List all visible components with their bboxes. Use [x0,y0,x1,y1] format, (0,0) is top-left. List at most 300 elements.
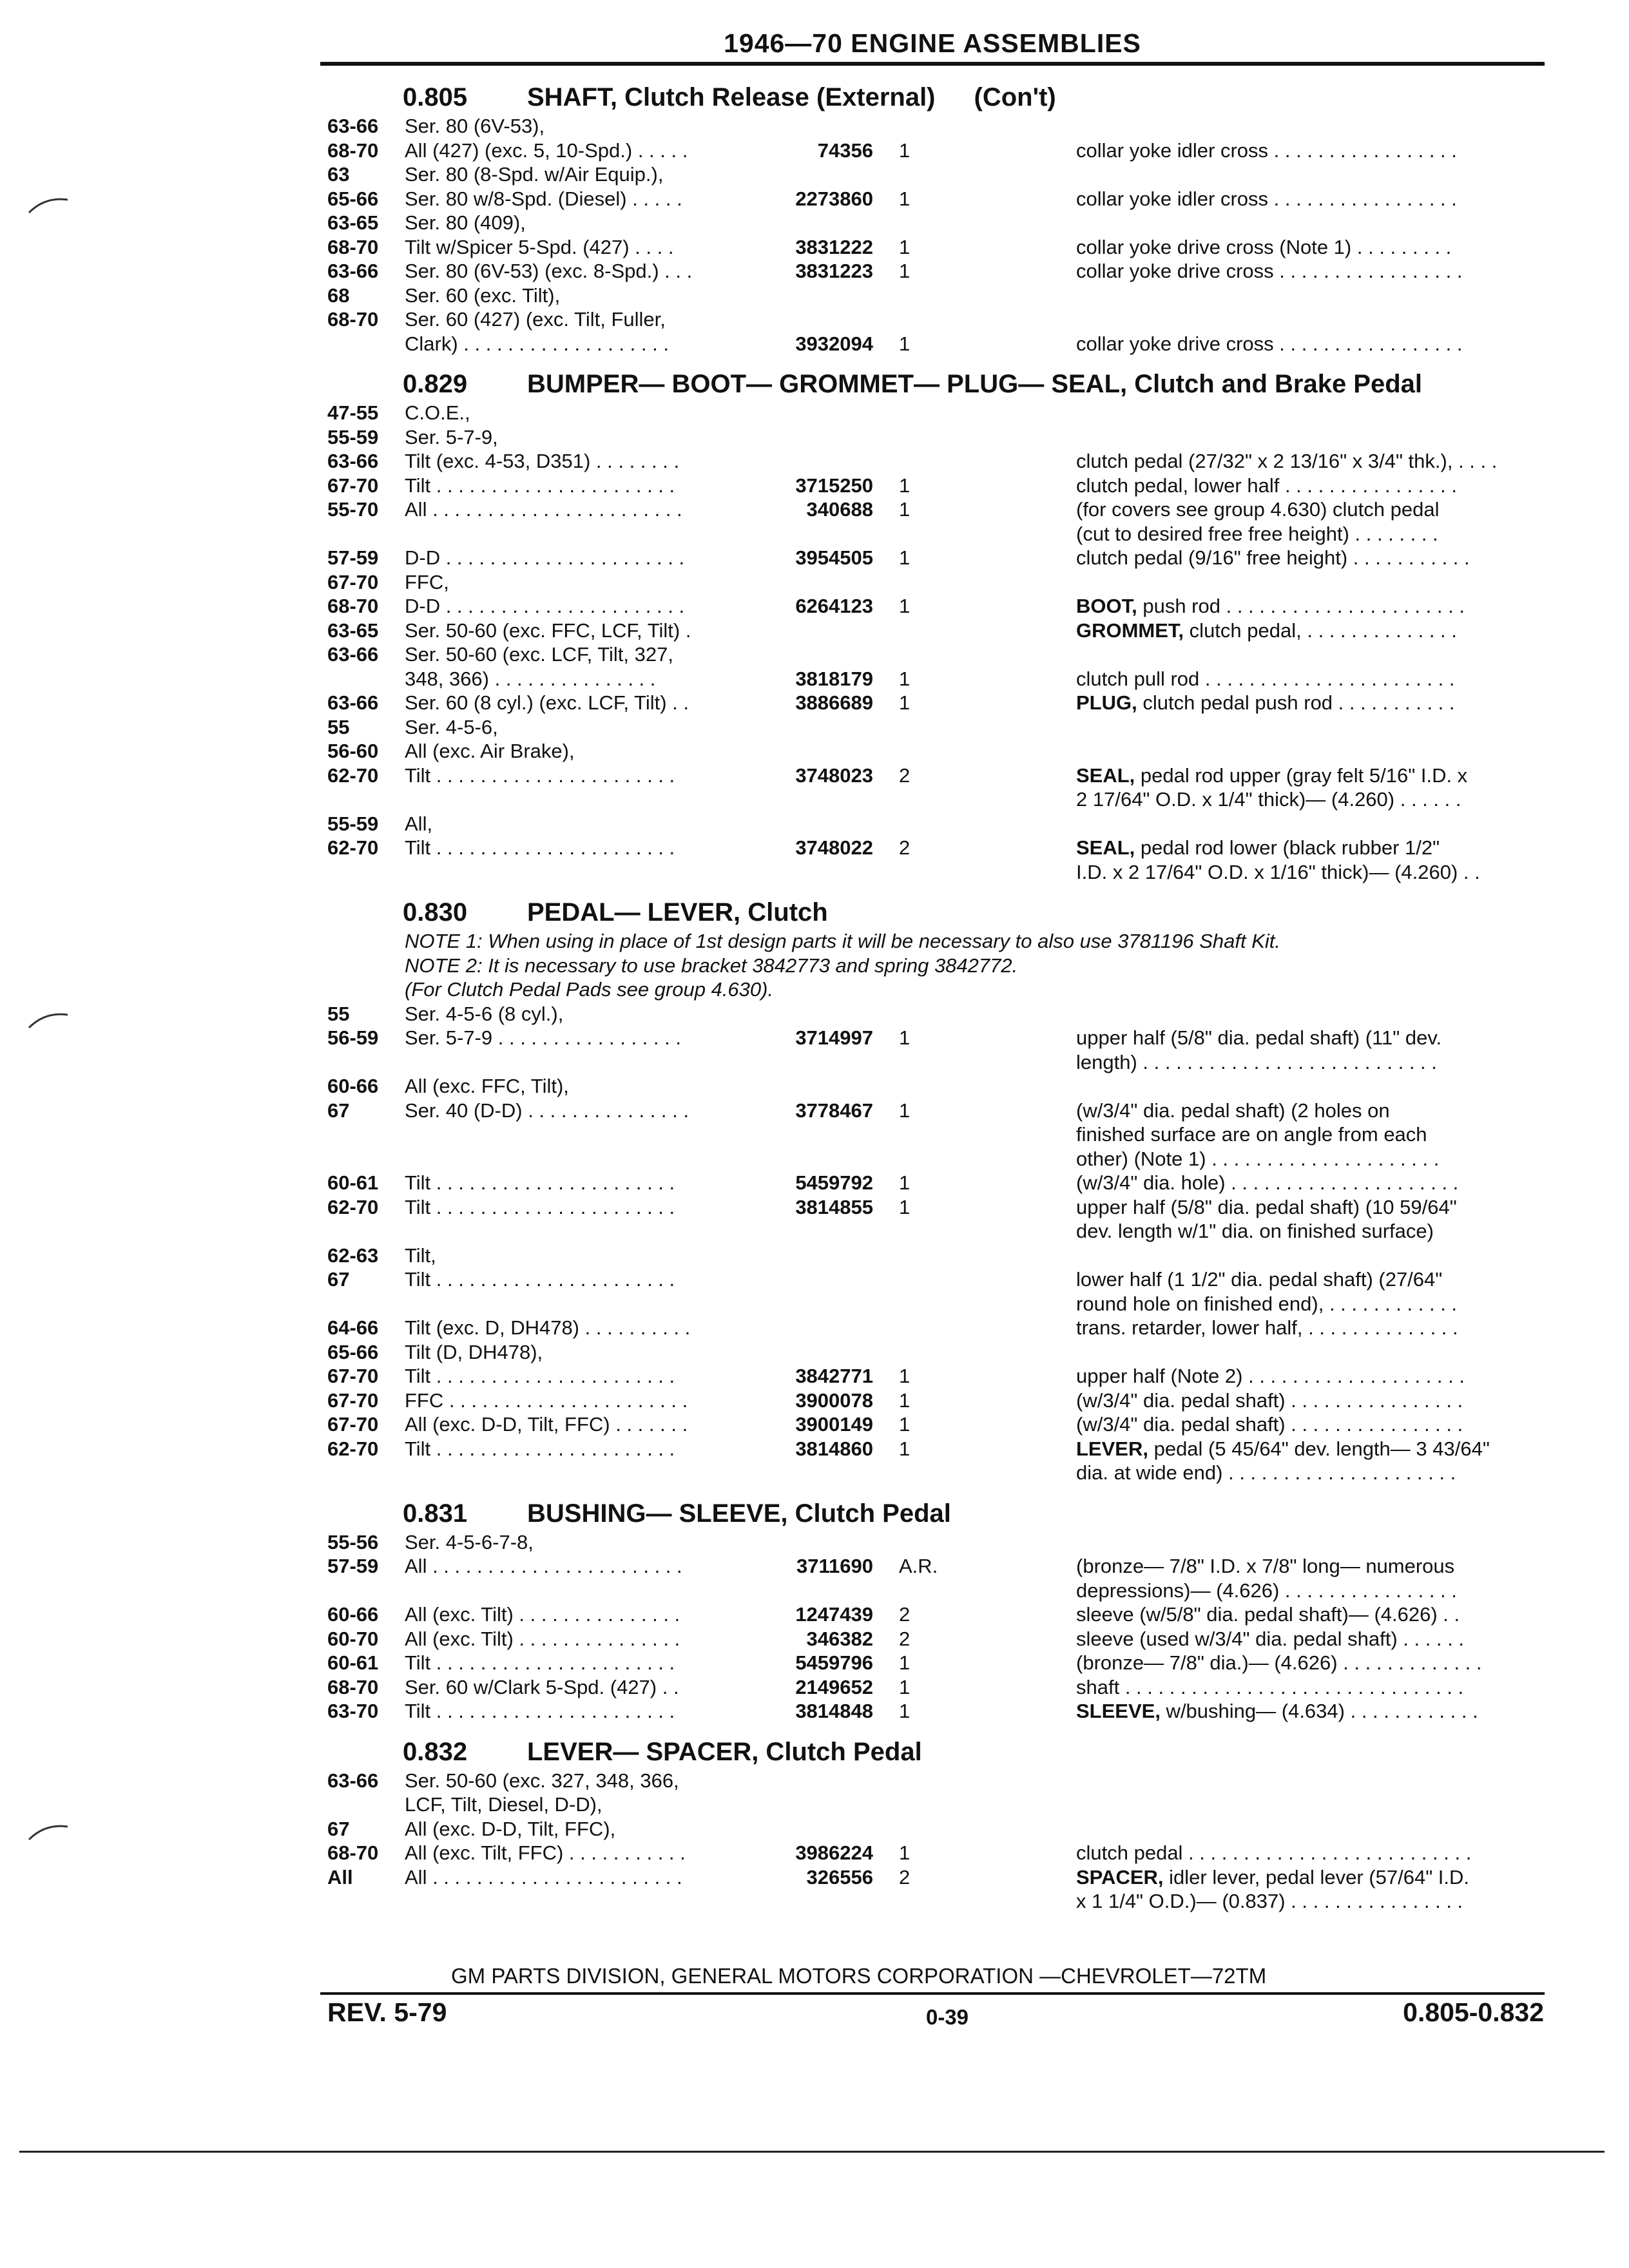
part-number: 3748022 [795,836,873,859]
parts-row [0,619,1629,643]
description: BOOT, push rod . . . . . . . . . . . . . . . . . . . . . . [1076,595,1465,617]
part-number: 3886689 [795,691,873,714]
parts-catalog-body [0,74,1629,1919]
quantity: 1 [899,139,911,162]
application: D-D . . . . . . . . . . . . . . . . . . . . . . [405,546,685,569]
parts-row [0,139,1629,163]
parts-row [0,594,1629,619]
description: dia. at wide end) . . . . . . . . . . . . . . . . . . . . . [1076,1461,1456,1484]
part-number: 6264123 [795,595,873,617]
description: 2 17/64" O.D. x 1/4" thick)— (4.260) . . . . . . [1076,788,1461,811]
section-title-text: LEVER— SPACER, Clutch Pedal [527,1737,922,1766]
section-title-text: BUSHING— SLEEVE, Clutch Pedal [527,1499,951,1528]
quantity: 1 [899,498,911,521]
description: finished surface are on angle from each [1076,1123,1427,1146]
description: lower half (1 1/2" dia. pedal shaft) (27/64" [1076,1268,1443,1291]
part-keyword: PLUG, [1076,691,1137,714]
year-range: 47-55 [327,401,379,424]
section-title-text: PEDAL— LEVER, Clutch [527,898,828,927]
parts-row [0,187,1629,211]
application: Ser. 60 (8 cyl.) (exc. LCF, Tilt) . . [405,691,689,714]
parts-row [0,1099,1629,1123]
application: Ser. 50-60 (exc. FFC, LCF, Tilt) . [405,619,691,642]
part-number: 3831223 [795,260,873,282]
description: (w/3/4" dia. hole) . . . . . . . . . . . . . . . . . . . . . [1076,1171,1459,1194]
description: SEAL, pedal rod upper (gray felt 5/16" I.D. x [1076,764,1468,787]
application: Ser. 80 (8-Spd. w/Air Equip.), [405,163,664,186]
parts-row [0,1554,1629,1579]
parts-row [0,162,1629,187]
application: Tilt w/Spicer 5-Spd. (427) . . . . [405,235,674,258]
section-number: 0.832 [403,1737,468,1766]
parts-row [0,812,1629,836]
application: All (exc. Tilt) . . . . . . . . . . . . . . . [405,1627,680,1650]
section-title [527,898,828,927]
year-range: 55 [327,1002,350,1025]
section-number: 0.805 [403,83,468,111]
section-heading [0,1490,1629,1530]
application: Tilt (D, DH478), [405,1340,543,1363]
parts-row [0,114,1629,139]
parts-row [0,332,1629,356]
year-range: 68-70 [327,1841,379,1864]
description: SPACER, idler lever, pedal lever (57/64" I.D. [1076,1865,1470,1888]
part-keyword: LEVER, [1076,1437,1148,1460]
year-range: 67 [327,1099,350,1122]
parts-row [0,691,1629,715]
year-range: 62-70 [327,764,379,787]
quantity: 2 [899,1865,911,1888]
part-number: 3814860 [795,1437,873,1460]
application: D-D . . . . . . . . . . . . . . . . . . . . . . [405,595,685,617]
quantity: 1 [899,1026,911,1049]
year-range: 65-66 [327,187,379,210]
parts-row [0,449,1629,474]
quantity: 1 [899,1413,911,1436]
parts-row [0,764,1629,788]
part-number: 3714997 [795,1026,873,1049]
section-title [527,83,1056,112]
description: collar yoke idler cross . . . . . . . . . . . . . . . . . [1076,187,1457,210]
parts-row [0,425,1629,450]
year-range: 63-65 [327,619,379,642]
parts-row [0,860,1629,885]
section-number: 0.830 [403,898,468,927]
application: Tilt . . . . . . . . . . . . . . . . . . . . . . [405,474,675,497]
year-range: 68 [327,284,350,307]
application: Tilt . . . . . . . . . . . . . . . . . . . . . . [405,1365,675,1387]
year-range: 63-66 [327,691,379,714]
application: Tilt . . . . . . . . . . . . . . . . . . . . . . [405,764,675,787]
year-range: 67 [327,1817,350,1840]
description: trans. retarder, lower half, . . . . . . . . . . . . . . [1076,1316,1458,1339]
quantity: 1 [899,667,911,690]
year-range: 56-59 [327,1026,379,1049]
quantity: 1 [899,1700,911,1722]
parts-row [0,1579,1629,1603]
scan-edge-line [19,2151,1605,2153]
description: (w/3/4" dia. pedal shaft) (2 holes on [1076,1099,1390,1122]
description: (w/3/4" dia. pedal shaft) . . . . . . . . . . . . . . . . [1076,1389,1463,1412]
year-range: 67-70 [327,474,379,497]
application: All . . . . . . . . . . . . . . . . . . . . . . . [405,1555,682,1577]
year-range: 68-70 [327,235,379,258]
part-number: 5459792 [795,1171,873,1194]
parts-row [0,1340,1629,1365]
parts-row [0,546,1629,570]
application: Tilt, [405,1244,436,1267]
year-range: 68-70 [327,1675,379,1698]
parts-row [0,715,1629,740]
parts-row [0,522,1629,546]
year-range: 62-63 [327,1244,379,1267]
year-range: 60-66 [327,1075,379,1097]
year-range: 63-70 [327,1700,379,1722]
application: FFC, [405,570,449,593]
application: All (exc. Air Brake), [405,740,575,762]
description: length) . . . . . . . . . . . . . . . . . . . . . . . . . . . [1076,1050,1437,1073]
application: Ser. 40 (D-D) . . . . . . . . . . . . . . . [405,1099,689,1122]
application: All . . . . . . . . . . . . . . . . . . . . . . . [405,498,682,521]
year-range: 65-66 [327,1340,379,1363]
description: GROMMET, clutch pedal, . . . . . . . . . . . . . . [1076,619,1457,642]
year-range: 63-65 [327,211,379,234]
part-number: 74356 [817,139,873,162]
description: collar yoke drive cross (Note 1) . . . . . . . . . [1076,235,1452,258]
part-number: 3842771 [795,1365,873,1387]
part-number: 3715250 [795,474,873,497]
application: Tilt (exc. D, DH478) . . . . . . . . . . [405,1316,691,1339]
application: Tilt (exc. 4-53, D351) . . . . . . . . [405,450,680,472]
description: collar yoke drive cross . . . . . . . . . . . . . . . . . [1076,260,1463,282]
footer-revision: REV. 5-79 [327,1997,447,2027]
year-range: 56-60 [327,740,379,762]
quantity: 2 [899,836,911,859]
parts-row [0,1769,1629,1793]
parts-row [0,1841,1629,1865]
application: Tilt . . . . . . . . . . . . . . . . . . . . . . [405,1171,675,1194]
part-keyword: SEAL, [1076,836,1135,859]
quantity: 1 [899,1675,911,1698]
year-range: 67-70 [327,1413,379,1436]
application: Tilt . . . . . . . . . . . . . . . . . . . . . . [405,1700,675,1722]
year-range: 60-70 [327,1627,379,1650]
part-number: 3818179 [795,667,873,690]
application: Ser. 80 (6V-53), [405,115,545,137]
parts-row [0,497,1629,522]
description: SEAL, pedal rod lower (black rubber 1/2" [1076,836,1440,859]
page-title: 1946—70 ENGINE ASSEMBLIES [724,28,1141,58]
description: I.D. x 2 17/64" O.D. x 1/16" thick)— (4.260) . . [1076,860,1480,883]
year-range: 68-70 [327,595,379,617]
section-heading [0,1729,1629,1769]
part-number: 3814848 [795,1700,873,1722]
application: Ser. 50-60 (exc. LCF, Tilt, 327, [405,643,673,666]
description: (cut to desired free free height) . . . . . . . . [1076,522,1438,545]
year-range: 55-56 [327,1530,379,1553]
application: All (exc. Tilt) . . . . . . . . . . . . . . . [405,1603,680,1626]
description: (for covers see group 4.630) clutch pedal [1076,498,1440,521]
year-range: 55 [327,715,350,738]
application: FFC . . . . . . . . . . . . . . . . . . . . . . [405,1389,688,1412]
parts-row [0,739,1629,764]
parts-row [0,1244,1629,1268]
quantity: 1 [899,474,911,497]
footer-corporation: GM PARTS DIVISION, GENERAL MOTORS CORPORATION —CHEVROLET—72TM [451,1964,1267,1988]
parts-row [0,1292,1629,1316]
description: depressions)— (4.626) . . . . . . . . . . . . . . . . [1076,1579,1457,1602]
description: clutch pedal (9/16" free height) . . . . . . . . . . . [1076,546,1470,569]
parts-row [0,1889,1629,1914]
part-number: 3814855 [795,1195,873,1218]
year-range: 63-66 [327,1769,379,1792]
binder-hole-mark [26,193,71,219]
parts-row [0,1267,1629,1292]
quantity: 1 [899,1365,911,1387]
part-number: 3900078 [795,1389,873,1412]
parts-row [0,1364,1629,1389]
section-title [527,1738,922,1767]
quantity: 1 [899,691,911,714]
application: All (exc. D-D, Tilt, FFC) . . . . . . . [405,1413,688,1436]
application: Ser. 5-7-9 . . . . . . . . . . . . . . . . . [405,1026,681,1049]
parts-row [0,474,1629,498]
parts-row [0,235,1629,260]
part-keyword: SLEEVE, [1076,1700,1161,1722]
year-range: 63-66 [327,450,379,472]
description: (bronze— 7/8" I.D. x 7/8" long— numerous [1076,1555,1455,1577]
quantity: 1 [899,332,911,355]
footer-section-range: 0.805-0.832 [1403,1997,1544,2027]
quantity: 1 [899,1099,911,1122]
parts-row [0,1122,1629,1147]
description: upper half (5/8" dia. pedal shaft) (11" dev. [1076,1026,1442,1049]
application: Ser. 4-5-6, [405,715,498,738]
description: dev. length w/1" dia. on finished surface) [1076,1220,1434,1242]
description: round hole on finished end), . . . . . . . . . . . . [1076,1292,1458,1315]
parts-row [0,1050,1629,1075]
section-heading [0,74,1629,114]
application: Ser. 50-60 (exc. 327, 348, 366, [405,1769,679,1792]
footer-rule [320,1992,1545,1995]
binder-hole-mark [26,1008,71,1034]
year-range: 67-70 [327,570,379,593]
description: upper half (5/8" dia. pedal shaft) (10 59/64" [1076,1195,1457,1218]
application: Ser. 80 (409), [405,211,526,234]
parts-row [0,1651,1629,1675]
parts-row [0,1412,1629,1437]
binder-hole-mark [26,1820,71,1846]
application: Clark) . . . . . . . . . . . . . . . . . . . [405,332,669,355]
quantity: 1 [899,1171,911,1194]
description: collar yoke drive cross . . . . . . . . . . . . . . . . . [1076,332,1463,355]
quantity: 2 [899,1603,911,1626]
application: Tilt . . . . . . . . . . . . . . . . . . . . . . [405,1268,675,1291]
parts-row [0,1461,1629,1485]
section-title-text: SHAFT, Clutch Release (External) [527,83,936,111]
part-number: 3831222 [795,235,873,258]
parts-row [0,642,1629,667]
description: SLEEVE, w/bushing— (4.634) . . . . . . . . . . . . [1076,1700,1478,1722]
application: Ser. 4-5-6-7-8, [405,1530,534,1553]
application: All, [405,812,433,835]
year-range: 62-70 [327,836,379,859]
year-range: 60-61 [327,1651,379,1674]
description: (w/3/4" dia. pedal shaft) . . . . . . . . . . . . . . . . [1076,1413,1463,1436]
year-range: 63-66 [327,260,379,282]
parts-row [0,1699,1629,1724]
year-range: 62-70 [327,1437,379,1460]
part-keyword: SPACER, [1076,1865,1164,1888]
application: All (exc. FFC, Tilt), [405,1075,569,1097]
parts-row [0,667,1629,691]
quantity: 1 [899,1841,911,1864]
parts-row [0,787,1629,812]
application: Ser. 60 w/Clark 5-Spd. (427) . . [405,1675,679,1698]
application: Ser. 60 (exc. Tilt), [405,284,561,307]
description: clutch pedal (27/32" x 2 13/16" x 3/4" thk.), . . . . [1076,450,1498,472]
description: sleeve (w/5/8" dia. pedal shaft)— (4.626) . . [1076,1603,1460,1626]
year-range: 60-66 [327,1603,379,1626]
year-range: All [327,1865,353,1888]
quantity: 1 [899,235,911,258]
part-number: 3954505 [795,546,873,569]
application: All . . . . . . . . . . . . . . . . . . . . . . . [405,1865,682,1888]
parts-row [0,1195,1629,1220]
header-rule [320,62,1545,66]
part-number: 3748023 [795,764,873,787]
continued-label: (Con't) [974,83,1056,111]
application: Tilt . . . . . . . . . . . . . . . . . . . . . . [405,836,675,859]
section-title [527,1499,951,1528]
application: All (exc. D-D, Tilt, FFC), [405,1817,616,1840]
year-range: 55-59 [327,812,379,835]
year-range: 67-70 [327,1389,379,1412]
section-title [527,370,1422,399]
description: LEVER, pedal (5 45/64" dev. length— 3 43/64" [1076,1437,1490,1460]
parts-row [0,307,1629,332]
section-note: NOTE 2: It is necessary to use bracket 3842773 and spring 3842772. [405,954,1018,977]
part-number: 2149652 [795,1675,873,1698]
section-number: 0.829 [403,370,468,398]
quantity: 1 [899,260,911,282]
description: PLUG, clutch pedal push rod . . . . . . . . . . . [1076,691,1455,714]
description: x 1 1/4" O.D.)— (0.837) . . . . . . . . . . . . . . . . [1076,1890,1463,1912]
section-note: NOTE 1: When using in place of 1st design parts it will be necessary to also use 3781196 Shaft Kit. [405,930,1280,952]
description: collar yoke idler cross . . . . . . . . . . . . . . . . . [1076,139,1457,162]
parts-row [0,1437,1629,1461]
description: clutch pull rod . . . . . . . . . . . . . . . . . . . . . . . [1076,667,1455,690]
parts-row [0,284,1629,308]
description: clutch pedal, lower half . . . . . . . . . . . . . . . . [1076,474,1457,497]
parts-row [0,570,1629,595]
part-number: 3711690 [796,1555,873,1577]
parts-row [0,1817,1629,1841]
quantity: 1 [899,1437,911,1460]
quantity: A.R. [899,1555,938,1577]
part-keyword: GROMMET, [1076,619,1184,642]
part-number: 346382 [806,1627,873,1650]
application: Ser. 60 (427) (exc. Tilt, Fuller, [405,308,666,331]
year-range: 55-70 [327,498,379,521]
part-number: 3986224 [795,1841,873,1864]
quantity: 1 [899,1651,911,1674]
year-range: 62-70 [327,1195,379,1218]
quantity: 1 [899,1389,911,1412]
quantity: 2 [899,1627,911,1650]
application: LCF, Tilt, Diesel, D-D), [405,1793,602,1816]
year-range: 55-59 [327,425,379,448]
parts-row [0,1074,1629,1099]
part-number: 2273860 [795,187,873,210]
application: Ser. 80 (6V-53) (exc. 8-Spd.) . . . [405,260,693,282]
quantity: 1 [899,546,911,569]
parts-row [0,211,1629,235]
year-range: 67 [327,1268,350,1291]
part-number: 3778467 [795,1099,873,1122]
parts-row [0,401,1629,425]
parts-row [0,1026,1629,1050]
description: clutch pedal . . . . . . . . . . . . . . . . . . . . . . . . . . [1076,1841,1472,1864]
parts-row [0,1389,1629,1413]
parts-row [0,1792,1629,1817]
application: 348, 366) . . . . . . . . . . . . . . . [405,667,656,690]
application: Tilt . . . . . . . . . . . . . . . . . . . . . . [405,1651,675,1674]
quantity: 1 [899,595,911,617]
section-note: (For Clutch Pedal Pads see group 4.630). [405,978,774,1001]
part-number: 1247439 [795,1603,873,1626]
part-number: 326556 [806,1865,873,1888]
parts-row [0,1865,1629,1890]
year-range: 68-70 [327,308,379,331]
footer-page-number: 0-39 [925,2005,969,2029]
description: upper half (Note 2) . . . . . . . . . . . . . . . . . . . . [1076,1365,1465,1387]
application: All (exc. Tilt, FFC) . . . . . . . . . . . [405,1841,686,1864]
year-range: 68-70 [327,139,379,162]
parts-row [0,1219,1629,1244]
parts-row [0,836,1629,860]
application: Ser. 80 w/8-Spd. (Diesel) . . . . . [405,187,682,210]
parts-row [0,1675,1629,1700]
part-keyword: SEAL, [1076,764,1135,787]
parts-row [0,1316,1629,1340]
parts-row [0,1627,1629,1651]
parts-row [0,1171,1629,1195]
quantity: 1 [899,187,911,210]
part-keyword: BOOT, [1076,595,1137,617]
parts-row [0,1602,1629,1627]
part-number: 3900149 [795,1413,873,1436]
year-range: 57-59 [327,1555,379,1577]
parts-row [0,259,1629,284]
part-number: 3932094 [795,332,873,355]
quantity: 1 [899,1195,911,1218]
description: sleeve (used w/3/4" dia. pedal shaft) . . . . . . [1076,1627,1465,1650]
description: other) (Note 1) . . . . . . . . . . . . . . . . . . . . . [1076,1147,1440,1170]
year-range: 57-59 [327,546,379,569]
application: Ser. 5-7-9, [405,425,498,448]
description: (bronze— 7/8" dia.)— (4.626) . . . . . . . . . . . . . [1076,1651,1482,1674]
year-range: 63-66 [327,115,379,137]
parts-row [0,1530,1629,1555]
year-range: 63 [327,163,350,186]
section-number: 0.831 [403,1499,468,1528]
application: C.O.E., [405,401,470,424]
year-range: 63-66 [327,643,379,666]
part-number: 340688 [806,498,873,521]
section-heading [0,361,1629,401]
description: shaft . . . . . . . . . . . . . . . . . . . . . . . . . . . . . . . [1076,1675,1464,1698]
